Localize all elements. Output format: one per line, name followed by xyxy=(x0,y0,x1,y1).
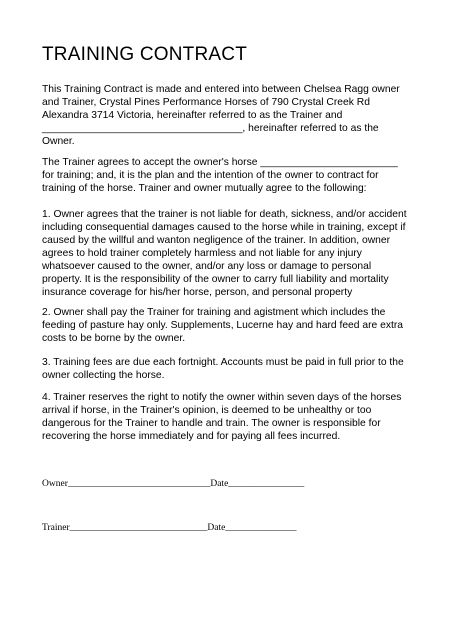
clause-1-paragraph xyxy=(42,208,454,299)
intro-paragraph xyxy=(42,83,454,148)
paragraph-line: insurance coverage for his/her horse, person, and personal property xyxy=(42,287,353,298)
paragraph-line: The Trainer agrees to accept the owner's horse ________________________ xyxy=(42,157,398,168)
paragraph-line: arrival if horse, in the Trainer's opinion, is deemed to be unhealthy or too xyxy=(42,405,372,416)
paragraph-line: Owner. xyxy=(42,136,75,147)
document-title: TRAINING CONTRACT xyxy=(42,44,248,65)
paragraph-line: Alexandra 3714 Victoria, hereinafter referred to as the Trainer and xyxy=(42,110,343,121)
paragraph-line: agrees to hold trainer completely harmless and not liable for any injury xyxy=(42,248,362,259)
clause-4-paragraph xyxy=(42,391,454,443)
paragraph-line: 2. Owner shall pay the Trainer for training and agistment which includes the xyxy=(42,307,386,318)
paragraph-line: 3. Training fees are due each fortnight. Accounts must be paid in full prior to the xyxy=(42,357,404,368)
paragraph-line: feeding of pasture hay only. Supplements, Lucerne hay and hard feed are extra xyxy=(42,320,404,331)
clause-2-paragraph xyxy=(42,306,454,345)
paragraph-line: dangerous for the Trainer to handle and train. The owner is responsible for xyxy=(42,418,381,429)
paragraph-line: including consequential damages caused to the horse while in training, except if xyxy=(42,222,406,233)
paragraph-line: whatsoever caused to the owner, and/or any loss or damage to personal xyxy=(42,261,372,272)
paragraph-line: costs to be borne by the owner. xyxy=(42,333,186,344)
paragraph-line: caused by the willful and wanton negligence of the trainer. In addition, owner xyxy=(42,235,391,246)
paragraph-line: training of the horse. Trainer and owner mutually agree to the following: xyxy=(42,183,367,194)
paragraph-line: for training; and, it is the plan and the intention of the owner to contract for xyxy=(42,170,379,181)
paragraph-line: 4. Trainer reserves the right to notify the owner within seven days of the horses xyxy=(42,392,402,403)
agreement-paragraph xyxy=(42,156,454,195)
paragraph-line: recovering the horse immediately and for paying all fees incurred. xyxy=(42,431,341,442)
clause-3-paragraph xyxy=(42,356,454,382)
paragraph-line: 1. Owner agrees that the trainer is not liable for death, sickness, and/or accident xyxy=(42,209,407,220)
trainer-signature-line: Trainer_____________________________Date_______________ xyxy=(42,523,297,533)
paragraph-line: This Training Contract is made and entered into between Chelsea Ragg owner xyxy=(42,84,400,95)
paragraph-line: owner collecting the horse. xyxy=(42,370,165,381)
paragraph-line: property. It is the responsibility of the owner to carry full liability and mortality xyxy=(42,274,389,285)
owner-signature-line: Owner______________________________Date________________ xyxy=(42,479,305,489)
paragraph-line: ___________________________________, hereinafter referred to as the xyxy=(42,123,379,134)
paragraph-line: and Trainer, Crystal Pines Performance Horses of 790 Crystal Creek Rd xyxy=(42,97,370,108)
